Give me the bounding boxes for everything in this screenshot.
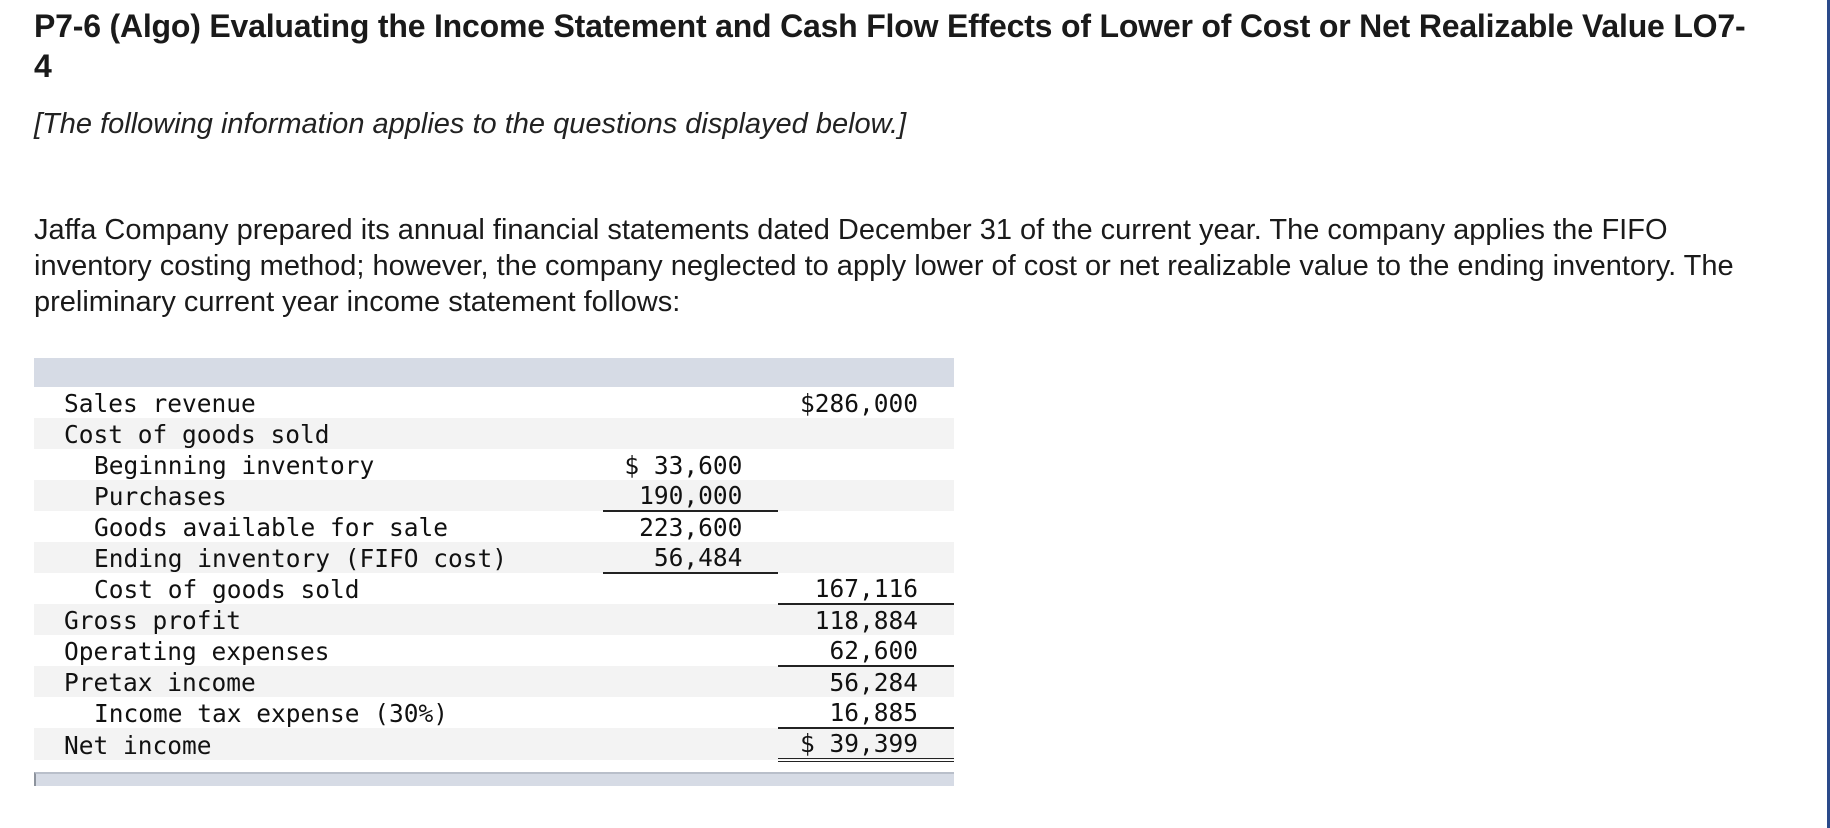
statement-footer-band [34, 772, 954, 786]
row-right-value: 62,600 [829, 636, 918, 665]
row-label: Goods available for sale [94, 513, 449, 542]
table-row [34, 387, 954, 418]
row-mid-value: 190,000 [639, 481, 743, 510]
row-mid-value: 56,484 [653, 543, 743, 572]
row-label: Ending inventory (FIFO cost) [94, 544, 508, 573]
row-right-value: 16,885 [829, 698, 918, 727]
row-right-value: $286,000 [799, 389, 918, 418]
table-row [34, 511, 954, 542]
income-statement [34, 358, 954, 786]
row-right-value: 56,284 [829, 668, 918, 697]
statement-header-band [34, 358, 954, 387]
table-row [34, 449, 954, 480]
row-label: Purchases [94, 482, 227, 511]
row-right-value: 167,116 [814, 574, 918, 603]
row-label: Income tax expense (30%) [94, 699, 449, 728]
income-statement-table [34, 387, 954, 762]
row-right-value: $ 39,399 [799, 729, 918, 758]
row-label: Beginning inventory [94, 451, 375, 480]
row-label: Pretax income [64, 668, 256, 697]
row-label: Operating expenses [64, 637, 330, 666]
row-mid-value: 223,600 [639, 513, 743, 542]
table-row [34, 728, 954, 760]
row-label: Net income [64, 731, 212, 760]
table-row [34, 604, 954, 635]
problem-content [34, 0, 1794, 320]
problem-title: P7-6 (Algo) Evaluating the Income Statement and Cash Flow Effects of Lower of Cost or Net Realizable Value LO7-4 [34, 8, 1746, 84]
row-right-value: 118,884 [814, 606, 918, 635]
problem-paragraph: Jaffa Company prepared its annual financial statements dated December 31 of the current year. The company applies the FIFO inventory costing method; however, the company neglected to apply lower of cost or net realizable value to the ending inventory. The preliminary current year income statement follows: [34, 214, 1734, 318]
table-row [34, 542, 954, 573]
table-row [34, 418, 954, 449]
table-row [34, 697, 954, 728]
intro-note: [The following information applies to the questions displayed below.] [34, 108, 907, 140]
row-label: Sales revenue [64, 389, 256, 418]
row-label: Cost of goods sold [94, 575, 360, 604]
table-row [34, 635, 954, 666]
row-mid-value: $ 33,600 [624, 451, 743, 480]
table-row [34, 573, 954, 604]
row-label: Cost of goods sold [64, 420, 330, 449]
row-label: Gross profit [64, 606, 242, 635]
table-row [34, 480, 954, 511]
table-row [34, 666, 954, 697]
